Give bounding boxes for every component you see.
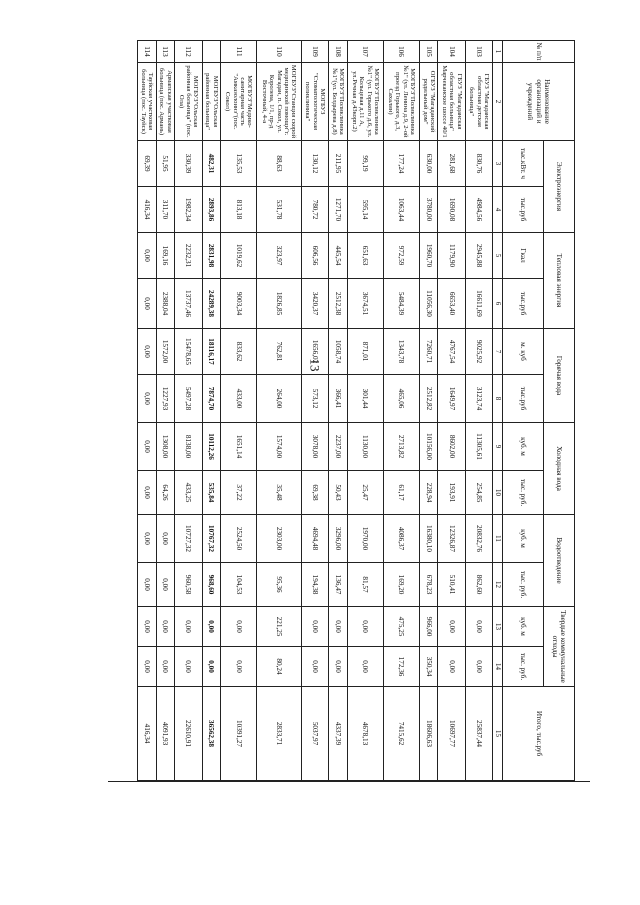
value-cell: 651,63 — [347, 233, 383, 279]
value-cell: 366,41 — [329, 375, 348, 423]
value-cell: 535,84 — [202, 471, 221, 515]
column-index-cell: 8 — [493, 375, 503, 423]
value-cell: 960,58 — [175, 563, 202, 607]
row-number: 106 — [383, 41, 419, 63]
value-cell: 12326,87 — [438, 515, 465, 563]
value-cell: 50,43 — [329, 471, 348, 515]
value-cell: 7260,71 — [419, 329, 438, 375]
column-index-cell: 6 — [493, 279, 503, 329]
value-cell: 531,78 — [257, 187, 302, 233]
subheader: м. куб — [503, 329, 544, 375]
organization-name: МОГБУЗ"Ольская районная больница" (пос. Ола) — [175, 63, 202, 141]
value-cell: 7874,70 — [202, 375, 221, 423]
value-cell: 25,47 — [347, 471, 383, 515]
value-cell: 323,97 — [257, 233, 302, 279]
value-cell: 1649,97 — [438, 375, 465, 423]
value-cell: 2893,86 — [202, 187, 221, 233]
divider-line — [108, 781, 590, 782]
value-cell: 3123,74 — [465, 375, 492, 423]
value-cell: 2945,88 — [465, 233, 492, 279]
value-cell: 0,00 — [301, 607, 328, 647]
subheader: Гкал — [503, 233, 544, 279]
value-cell: 3420,37 — [301, 279, 328, 329]
value-cell: 221,25 — [257, 607, 302, 647]
value-cell: 1826,85 — [257, 279, 302, 329]
row-number: 109 — [301, 41, 328, 63]
row-number: 112 — [175, 41, 202, 63]
table-row — [221, 41, 257, 781]
row-number: 110 — [257, 41, 302, 63]
organization-name: ОГБУЗ "Магаданский родильный дом" — [419, 63, 438, 141]
value-cell: 0,00 — [438, 607, 465, 647]
row-number: 108 — [329, 41, 348, 63]
header-hot-water: Горячая вода — [544, 329, 575, 423]
value-cell: 2512,38 — [329, 279, 348, 329]
value-cell: 433,00 — [221, 375, 257, 423]
value-cell: 20832,76 — [465, 515, 492, 563]
value-cell: 10112,26 — [202, 423, 221, 471]
value-cell: 482,31 — [202, 141, 221, 187]
value-cell: 0,00 — [138, 471, 157, 515]
value-cell: 4091,93 — [156, 687, 175, 781]
value-cell: 11305,61 — [465, 423, 492, 471]
value-cell: 433,25 — [175, 471, 202, 515]
value-cell: 80,24 — [257, 647, 302, 687]
value-cell: 37,22 — [221, 471, 257, 515]
value-cell: 1271,70 — [329, 187, 348, 233]
value-cell: 177,24 — [383, 141, 419, 187]
value-cell: 0,00 — [156, 563, 175, 607]
organization-name: МОГБУЗ"Станция скорой медицинской помощи"г. Магадан, п. Сокол, ул. Королева, 1/1, пр-д Восточный, 4-а — [257, 63, 302, 141]
value-cell: 18116,17 — [202, 329, 221, 375]
column-index-cell: 9 — [493, 423, 503, 471]
value-cell: 1960,70 — [419, 233, 438, 279]
value-cell: 830,76 — [465, 141, 492, 187]
subheader: тыс. руб. — [503, 647, 544, 687]
value-cell: 0,00 — [138, 563, 157, 607]
value-cell: 0,00 — [138, 607, 157, 647]
value-cell: 2831,98 — [202, 233, 221, 279]
value-cell: 35,48 — [257, 471, 302, 515]
value-cell: 416,34 — [138, 687, 157, 781]
value-cell: 0,00 — [221, 647, 257, 687]
value-cell: 966,00 — [419, 607, 438, 647]
table-row — [156, 41, 175, 781]
page-number: 13 — [307, 358, 323, 372]
value-cell: 1130,00 — [347, 423, 383, 471]
value-cell: 8602,00 — [438, 423, 465, 471]
value-cell: 0,00 — [465, 607, 492, 647]
organization-name: ГБУЗ "Магаданская областная больница" Марчеканское шоссе 40/1 — [438, 63, 465, 141]
subheader: тыс. руб. — [503, 471, 544, 515]
value-cell: 1179,90 — [438, 233, 465, 279]
value-cell: 69,39 — [138, 141, 157, 187]
table-row — [383, 41, 419, 781]
value-cell: 5037,97 — [301, 687, 328, 781]
value-cell: 5484,39 — [383, 279, 419, 329]
value-cell: 678,23 — [419, 563, 438, 607]
subheader: тыс.руб — [503, 187, 544, 233]
value-cell: 172,36 — [383, 647, 419, 687]
value-cell: 2388,04 — [156, 279, 175, 329]
value-cell: 3674,51 — [347, 279, 383, 329]
column-index-cell: 2 — [493, 63, 503, 141]
header-no: № п/п — [503, 41, 575, 63]
value-cell: 51,95 — [156, 141, 175, 187]
value-cell: 1343,78 — [383, 329, 419, 375]
value-cell: 813,18 — [221, 187, 257, 233]
value-cell: 1970,00 — [347, 515, 383, 563]
organization-name: Армапская участковая больница (пос. Армань) — [156, 63, 175, 141]
table-row — [438, 41, 465, 781]
value-cell: 18606,63 — [419, 687, 438, 781]
value-cell: 972,59 — [383, 233, 419, 279]
value-cell: 5497,28 — [175, 375, 202, 423]
value-cell: 0,00 — [175, 607, 202, 647]
subheader: тыс. руб. — [503, 563, 544, 607]
value-cell: 606,56 — [301, 233, 328, 279]
value-cell: 10767,32 — [202, 515, 221, 563]
value-cell: 16380,10 — [419, 515, 438, 563]
value-cell: 88,63 — [257, 141, 302, 187]
value-cell: 2237,00 — [329, 423, 348, 471]
value-cell: 36562,38 — [202, 687, 221, 781]
organization-name: МОГБУЗ "Стоматологическая поликлиника" — [301, 63, 328, 141]
subheader: куб. м — [503, 423, 544, 471]
table-body — [138, 41, 493, 781]
column-index-cell: 13 — [493, 607, 503, 647]
row-number: 114 — [138, 41, 157, 63]
value-cell: 61,17 — [383, 471, 419, 515]
value-cell: 2833,71 — [257, 687, 302, 781]
value-cell: 968,60 — [202, 563, 221, 607]
column-index-cell: 10 — [493, 471, 503, 515]
organization-name: ГБУЗ "Магаданская областная детская больница" — [465, 63, 492, 141]
value-cell: 13737,46 — [175, 279, 202, 329]
value-cell: 0,00 — [138, 423, 157, 471]
value-cell: 0,00 — [347, 607, 383, 647]
value-cell: 1063,44 — [383, 187, 419, 233]
value-cell: 228,94 — [419, 471, 438, 515]
table-row — [329, 41, 348, 781]
value-cell: 871,01 — [347, 329, 383, 375]
value-cell: 762,81 — [257, 329, 302, 375]
value-cell: 0,00 — [347, 647, 383, 687]
table-row — [347, 41, 383, 781]
value-cell: 595,14 — [347, 187, 383, 233]
value-cell: 311,70 — [156, 187, 175, 233]
value-cell: 4086,37 — [383, 515, 419, 563]
value-cell: 264,00 — [257, 375, 302, 423]
value-cell: 16611,69 — [465, 279, 492, 329]
organization-name: МОГБУЗ"Ольская районная больница" — [202, 63, 221, 141]
rotated-table-container — [137, 40, 575, 780]
value-cell: 4678,13 — [347, 687, 383, 781]
value-cell: 4694,48 — [301, 515, 328, 563]
value-cell: 6653,40 — [438, 279, 465, 329]
column-index-cell: 4 — [493, 187, 503, 233]
utilities-table — [137, 40, 575, 781]
value-cell: 0,00 — [156, 515, 175, 563]
column-index-cell: 12 — [493, 563, 503, 607]
value-cell: 254,85 — [465, 471, 492, 515]
header-electricity: Электроэнергия — [544, 141, 575, 233]
value-cell: 445,54 — [329, 233, 348, 279]
subheader: тыс.кВт. ч — [503, 141, 544, 187]
subheader: тыс.руб — [503, 279, 544, 329]
value-cell: 0,00 — [138, 329, 157, 375]
row-number: 107 — [347, 41, 383, 63]
value-cell: 330,39 — [175, 141, 202, 187]
value-cell: 3078,00 — [301, 423, 328, 471]
column-index-cell: 1 — [493, 41, 503, 63]
value-cell: 15478,65 — [175, 329, 202, 375]
value-cell: 0,00 — [329, 607, 348, 647]
value-cell: 95,36 — [257, 563, 302, 607]
value-cell: 1308,00 — [156, 423, 175, 471]
value-cell: 194,38 — [301, 563, 328, 607]
value-cell: 69,38 — [301, 471, 328, 515]
organization-name: МОГБУЗ"Поликлиника №1"(ул. Болдырева д.8) — [329, 63, 348, 141]
table-row — [257, 41, 302, 781]
value-cell: 9003,34 — [221, 279, 257, 329]
header-sewerage: Водоотведение — [544, 515, 575, 607]
organization-name: Тауйская участковая больница (пос. Тауйск) — [138, 63, 157, 141]
value-cell: 0,00 — [138, 647, 157, 687]
row-number: 105 — [419, 41, 438, 63]
value-cell: 9025,92 — [465, 329, 492, 375]
value-cell: 0,00 — [221, 607, 257, 647]
column-index-cell: 7 — [493, 329, 503, 375]
value-cell: 10697,77 — [438, 687, 465, 781]
value-cell: 0,00 — [138, 233, 157, 279]
value-cell: 169,20 — [383, 563, 419, 607]
value-cell: 1656,02 — [301, 329, 328, 375]
value-cell: 350,34 — [419, 647, 438, 687]
subheader: тыс.руб — [503, 375, 544, 423]
organization-name: МОГБУЗ"Поликлиника №1" (ул. Горького д.6, ул. Кольцевая д.11 А, ул.Речная д.43корп.2) — [347, 63, 383, 141]
value-cell: 0,00 — [438, 647, 465, 687]
value-cell: 10727,32 — [175, 515, 202, 563]
column-index-cell: 3 — [493, 141, 503, 187]
value-cell: 8138,00 — [175, 423, 202, 471]
value-cell: 630,00 — [419, 141, 438, 187]
value-cell: 0,00 — [138, 515, 157, 563]
value-cell: 0,00 — [138, 279, 157, 329]
value-cell: 510,41 — [438, 563, 465, 607]
value-cell: 1227,93 — [156, 375, 175, 423]
value-cell: 573,12 — [301, 375, 328, 423]
value-cell: 211,95 — [329, 141, 348, 187]
organization-name: МОГБУЗ"Медико-санитарная часть "Амказолоинз"(пос. Сокол) — [221, 63, 257, 141]
table-row — [175, 41, 202, 781]
value-cell: 1690,08 — [438, 187, 465, 233]
row-number: 103 — [465, 41, 492, 63]
value-cell: 4337,39 — [329, 687, 348, 781]
value-cell: 475,25 — [383, 607, 419, 647]
table-row — [465, 41, 492, 781]
value-cell: 3296,00 — [329, 515, 348, 563]
value-cell: 0,00 — [202, 607, 221, 647]
value-cell: 7415,62 — [383, 687, 419, 781]
value-cell: 416,34 — [138, 187, 157, 233]
value-cell: 4767,54 — [438, 329, 465, 375]
value-cell: 1572,00 — [156, 329, 175, 375]
value-cell: 281,68 — [438, 141, 465, 187]
value-cell: 833,62 — [221, 329, 257, 375]
organization-name: МОГБУЗ"Поликлиника №1" (ул. Ленина д.9, 2-ой проезд Горького, д.3, Сахалин) — [383, 63, 419, 141]
header-total: Итого, тыс.руб — [503, 687, 575, 781]
value-cell: 10156,00 — [419, 423, 438, 471]
value-cell: 22610,91 — [175, 687, 202, 781]
value-cell: 0,00 — [202, 647, 221, 687]
value-cell: 0,00 — [301, 647, 328, 687]
value-cell: 2303,00 — [257, 515, 302, 563]
column-index-row — [493, 41, 503, 781]
value-cell: 3780,00 — [419, 187, 438, 233]
value-cell: 135,53 — [221, 141, 257, 187]
header-name: Наименование организаций и учреждений — [503, 63, 575, 141]
value-cell: 1019,62 — [221, 233, 257, 279]
value-cell: 136,47 — [329, 563, 348, 607]
value-cell: 780,72 — [301, 187, 328, 233]
value-cell: 193,91 — [438, 471, 465, 515]
table-row — [202, 41, 221, 781]
value-cell: 0,00 — [175, 647, 202, 687]
value-cell: 169,16 — [156, 233, 175, 279]
table-row — [301, 41, 328, 781]
value-cell: 4984,56 — [465, 187, 492, 233]
header-cold-water: Холодная вода — [544, 423, 575, 515]
value-cell: 104,53 — [221, 563, 257, 607]
table-row — [138, 41, 157, 781]
value-cell: 1651,14 — [221, 423, 257, 471]
value-cell: 64,26 — [156, 471, 175, 515]
value-cell: 1574,00 — [257, 423, 302, 471]
value-cell: 81,57 — [347, 563, 383, 607]
value-cell: 862,60 — [465, 563, 492, 607]
header-solid-waste: Твердые коммунальные отходы — [544, 607, 575, 687]
table-row — [419, 41, 438, 781]
header-heat: Тепловая энергия — [544, 233, 575, 329]
value-cell: 2713,82 — [383, 423, 419, 471]
value-cell: 10391,27 — [221, 687, 257, 781]
value-cell: 24289,38 — [202, 279, 221, 329]
value-cell: 130,12 — [301, 141, 328, 187]
row-number: 111 — [221, 41, 257, 63]
value-cell: 11056,30 — [419, 279, 438, 329]
value-cell: 0,00 — [329, 647, 348, 687]
row-number: 113 — [156, 41, 175, 63]
row-number — [202, 41, 221, 63]
value-cell: 2232,31 — [175, 233, 202, 279]
column-index-cell: 5 — [493, 233, 503, 279]
subheader: куб. м — [503, 607, 544, 647]
subheader: куб. м — [503, 515, 544, 563]
column-index-cell: 14 — [493, 647, 503, 687]
value-cell: 0,00 — [138, 375, 157, 423]
row-number: 104 — [438, 41, 465, 63]
column-index-cell: 11 — [493, 515, 503, 563]
value-cell: 25837,44 — [465, 687, 492, 781]
value-cell: 1058,74 — [329, 329, 348, 375]
value-cell: 0,00 — [465, 647, 492, 687]
value-cell: 99,19 — [347, 141, 383, 187]
value-cell: 2512,82 — [419, 375, 438, 423]
value-cell: 0,00 — [156, 607, 175, 647]
value-cell: 1982,34 — [175, 187, 202, 233]
value-cell: 301,44 — [347, 375, 383, 423]
value-cell: 2524,50 — [221, 515, 257, 563]
value-cell: 465,06 — [383, 375, 419, 423]
value-cell: 0,00 — [156, 647, 175, 687]
column-index-cell: 15 — [493, 687, 503, 781]
